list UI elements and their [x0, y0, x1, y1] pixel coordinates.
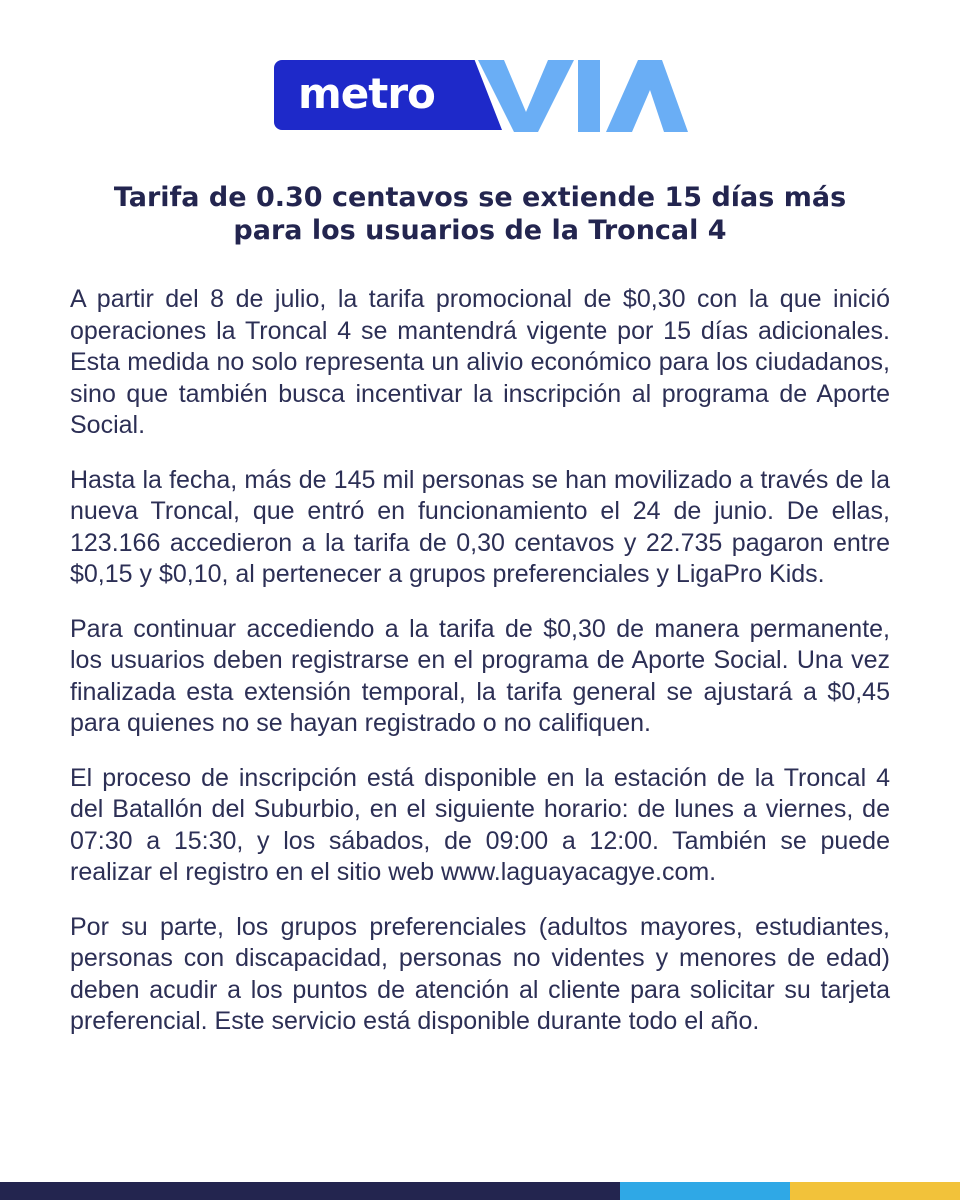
- paragraph-4: El proceso de inscripción está disponible en la estación de la Troncal 4 del Batallón del Suburbio, en el siguiente horario: de lunes a viernes, de 07:30 a 15:30, y los sábados, de 09:00 a 12:00. También se puede realizar el registro en el sitio web www.laguayacagye.com.: [70, 763, 890, 886]
- logo-via-wordmark: [478, 60, 688, 132]
- paragraph-3: Para continuar accediendo a la tarifa de $0,30 de manera permanente, los usuarios deben registrarse en el programa de Aporte Social. Una vez finalizada esta extensión temporal, la tarifa general se ajustará a $0,45 para quienes no se hayan registrado o no califiquen.: [70, 614, 890, 737]
- page-title: [60, 181, 900, 247]
- logo-metro-text: metro: [298, 69, 435, 118]
- footer-bar-yellow: [790, 1182, 960, 1200]
- footer-bar-blue: [620, 1182, 790, 1200]
- title-line-2: para los usuarios de la Troncal 4: [233, 215, 727, 246]
- footer-color-bar: [0, 1182, 960, 1200]
- paragraph-1: A partir del 8 de julio, la tarifa promocional de $0,30 con la que inició operaciones la Troncal 4 se mantendrá vigente por 15 días adicionales. Esta medida no solo representa un alivio económico para los ciudadanos, sino que también busca incentivar la inscripción al programa de Aporte Social.: [70, 285, 890, 439]
- title-line-1: Tarifa de 0.30 centavos se extiende 15 días más: [113, 182, 847, 213]
- paragraph-2: Hasta la fecha, más de 145 mil personas se han movilizado a través de la nueva Troncal, que entró en funcionamiento el 24 de junio. De ellas, 123.166 accedieron a la tarifa de 0,30 centavos y 22.735 pagaron entre $0,15 y $0,10, al pertenecer a grupos preferenciales y LigaPro Kids.: [70, 465, 890, 588]
- paragraph-5: Por su parte, los grupos preferenciales (adultos mayores, estudiantes, personas con discapacidad, personas no videntes y menores de edad) deben acudir a los puntos de atención al cliente para solicitar su tarjeta preferencial. Este servicio está disponible durante todo el año.: [70, 912, 890, 1035]
- footer-bar-navy: [0, 1182, 620, 1200]
- metrovia-logo: [274, 60, 694, 134]
- article-body: [70, 284, 890, 1061]
